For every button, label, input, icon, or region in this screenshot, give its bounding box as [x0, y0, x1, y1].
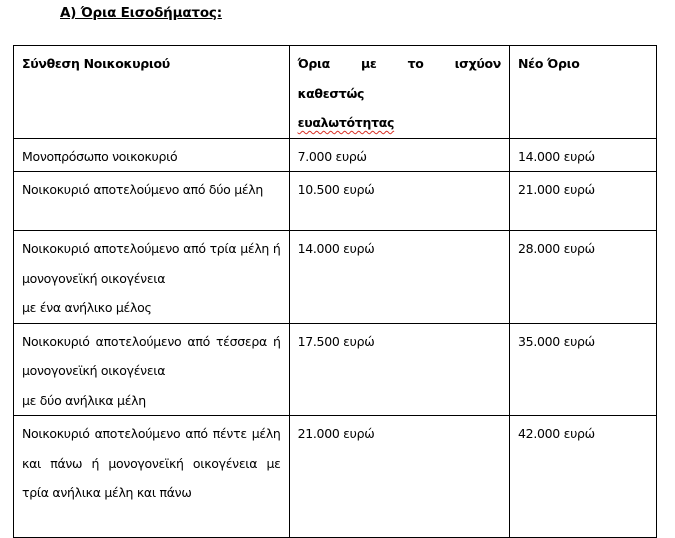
cell-current-limit: 7.000 ευρώ — [289, 138, 509, 172]
cell-current-limit: 14.000 ευρώ — [289, 231, 509, 324]
cell-current-limit: 10.500 ευρώ — [289, 172, 509, 231]
cell-composition-tail: με ένα ανήλικο μέλος — [22, 300, 152, 315]
cell-new-limit: 35.000 ευρώ — [510, 323, 657, 416]
section-title: Α) Όρια Εισοδήματος: — [60, 5, 222, 21]
table-row — [14, 172, 657, 231]
cell-new-limit: 42.000 ευρώ — [510, 416, 657, 538]
header-new-limit: Νέο Όριο — [510, 46, 657, 139]
cell-composition — [14, 323, 290, 416]
header-composition: Σύνθεση Νοικοκυριού — [14, 46, 290, 139]
cell-new-limit: 14.000 ευρώ — [510, 138, 657, 172]
cell-composition: Νοικοκυριό αποτελούμενο από δύο μέλη — [14, 172, 290, 231]
header-current-limit-line1: Όρια με το ισχύον καθεστώς — [297, 56, 502, 101]
cell-composition — [14, 231, 290, 324]
cell-current-limit: 17.500 ευρώ — [289, 323, 509, 416]
table-row — [14, 416, 657, 538]
income-limits-table — [13, 45, 657, 538]
header-current-limit — [289, 46, 509, 139]
cell-composition-main: Νοικοκυριό αποτελούμενο από τέσσερα ή μονογονεϊκή οικογένεια — [22, 333, 281, 378]
cell-composition-main: Νοικοκυριό αποτελούμενο από τρία μέλη ή μονογονεϊκή οικογένεια — [22, 241, 281, 286]
table-row — [14, 323, 657, 416]
cell-current-limit: 21.000 ευρώ — [289, 416, 509, 538]
table-row — [14, 138, 657, 172]
cell-new-limit: 21.000 ευρώ — [510, 172, 657, 231]
cell-composition-tail: με δύο ανήλικα μέλη — [22, 392, 146, 408]
cell-composition: Νοικοκυριό αποτελούμενο από πέντε μέλη και πάνω ή μονογονεϊκή οικογένεια με τρία ανήλικα μέλη και πάνω — [14, 416, 290, 538]
cell-composition: Μονοπρόσωπο νοικοκυριό — [14, 138, 290, 172]
cell-new-limit: 28.000 ευρώ — [510, 231, 657, 324]
table-header-row — [14, 46, 657, 139]
table-row — [14, 231, 657, 324]
header-current-limit-line2: ευαλωτότητας — [297, 115, 395, 130]
